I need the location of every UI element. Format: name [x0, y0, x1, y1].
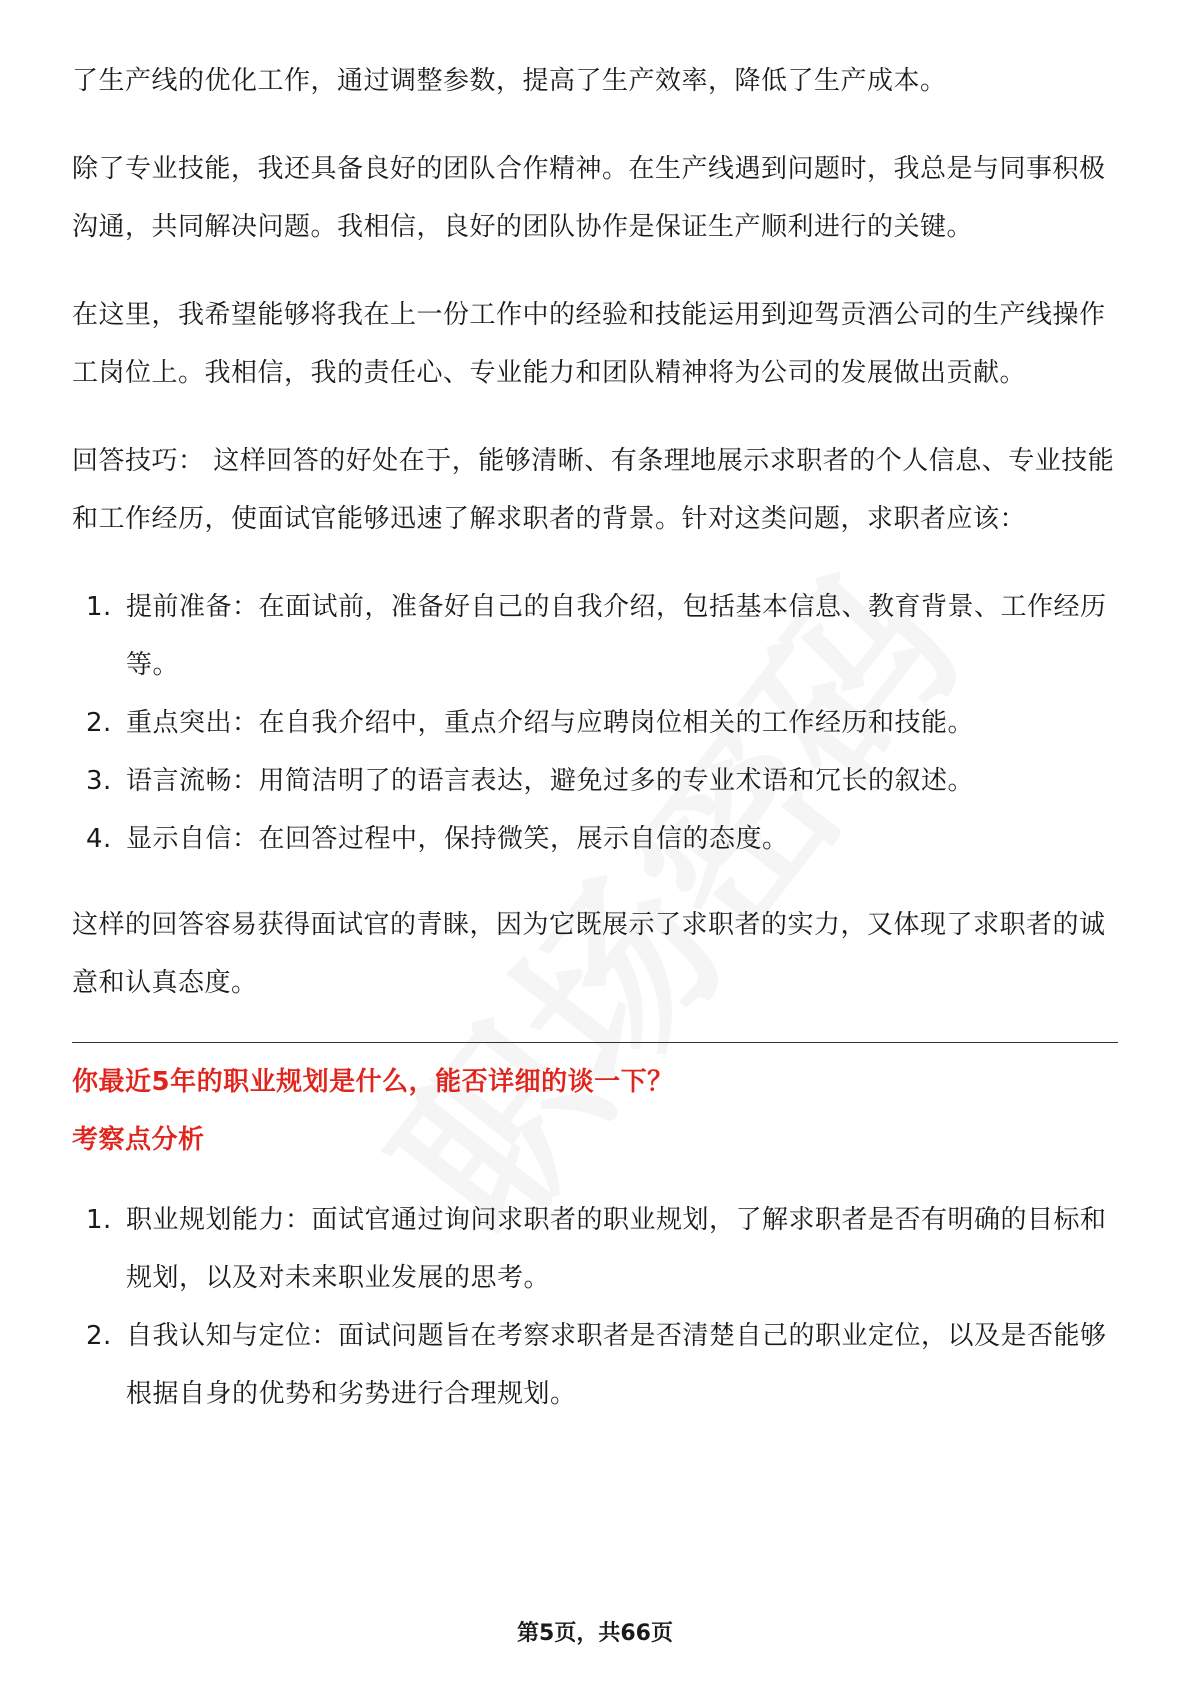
page-number: 第5页，共66页 — [517, 1621, 673, 1646]
list-item — [72, 1307, 1118, 1423]
closing-paragraph: 在这里，我希望能够将我在上一份工作中的经验和技能运用到迎驾贡酒公司的生产线操作工岗位上。我相信，我的责任心、专业能力和团队精神将为公司的发展做出贡献。 — [72, 300, 1106, 388]
list-text: 职业规划能力：面试官通过询问求职者的职业规划，了解求职者是否有明确的目标和规划，以及对未来职业发展的思考。 — [126, 1205, 1107, 1293]
tips-paragraph: 回答技巧： 这样回答的好处在于，能够清晰、有条理地展示求职者的个人信息、专业技能和工作经历，使面试官能够迅速了解求职者的背景。针对这类问题，求职者应该： — [72, 446, 1115, 534]
tips-list — [72, 578, 1118, 868]
question-title: 你最近5年的职业规划是什么，能否详细的谈一下？ — [72, 1067, 674, 1097]
list-number: 2. — [86, 708, 112, 738]
list-text: 提前准备：在面试前，准备好自己的自我介绍，包括基本信息、教育背景、工作经历等。 — [126, 592, 1107, 680]
analysis-heading: 考察点分析 — [72, 1125, 205, 1155]
analysis-list — [72, 1191, 1118, 1423]
list-text: 显示自信：在回答过程中，保持微笑，展示自信的态度。 — [126, 824, 789, 854]
list-item — [72, 694, 1118, 752]
list-item — [72, 1191, 1118, 1307]
teamwork-paragraph: 除了专业技能，我还具备良好的团队合作精神。在生产线遇到问题时，我总是与同事积极沟通，共同解决问题。我相信，良好的团队协作是保证生产顺利进行的关键。 — [72, 154, 1106, 242]
list-number: 1. — [86, 592, 112, 622]
list-number: 4. — [86, 824, 112, 854]
summary-paragraph: 这样的回答容易获得面试官的青睐，因为它既展示了求职者的实力，又体现了求职者的诚意和认真态度。 — [72, 910, 1106, 998]
list-text: 重点突出：在自我介绍中，重点介绍与应聘岗位相关的工作经历和技能。 — [126, 708, 975, 738]
list-text: 自我认知与定位：面试问题旨在考察求职者是否清楚自己的职业定位，以及是否能够根据自身的优势和劣势进行合理规划。 — [126, 1321, 1107, 1409]
document-page — [72, 52, 1118, 1451]
section-divider — [72, 1042, 1118, 1043]
list-number: 1. — [86, 1205, 112, 1235]
list-number: 2. — [86, 1321, 112, 1351]
list-item — [72, 752, 1118, 810]
carryover-paragraph: 了生产线的优化工作，通过调整参数，提高了生产效率，降低了生产成本。 — [72, 66, 947, 96]
list-item — [72, 578, 1118, 694]
list-item — [72, 810, 1118, 868]
list-text: 语言流畅：用简洁明了的语言表达，避免过多的专业术语和冗长的叙述。 — [126, 766, 975, 796]
list-number: 3. — [86, 766, 112, 796]
